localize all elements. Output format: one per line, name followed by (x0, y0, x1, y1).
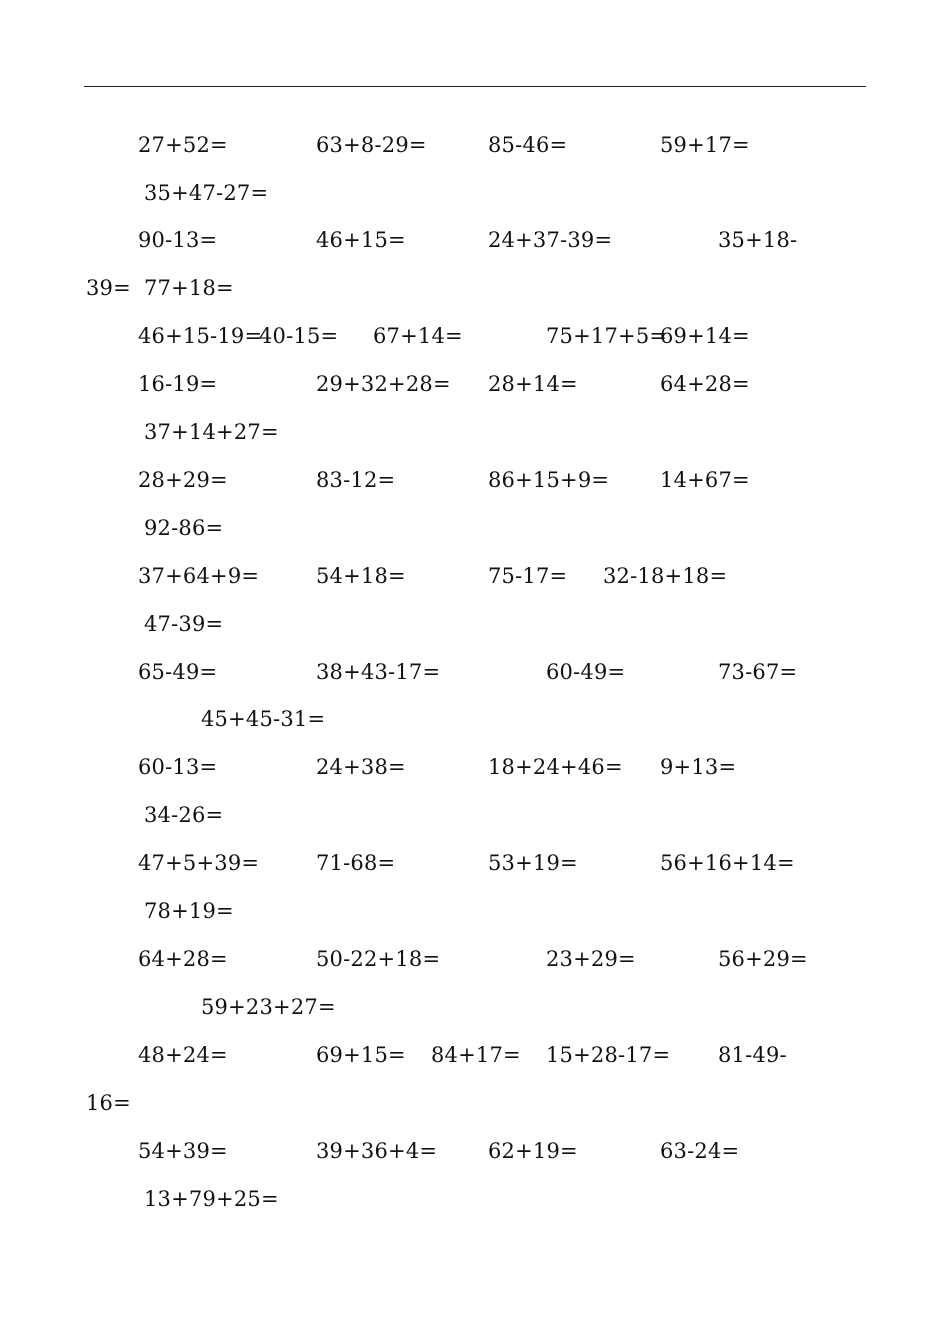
arithmetic-problem: 54+18= (316, 564, 406, 588)
problem-line (0, 1083, 950, 1123)
arithmetic-problem: 15+28-17= (546, 1043, 671, 1067)
arithmetic-problem: 18+24+46= (488, 755, 623, 779)
arithmetic-problem: 28+14= (488, 372, 578, 396)
arithmetic-problem: 24+38= (316, 755, 406, 779)
problem-line (0, 364, 950, 404)
arithmetic-problem: 69+15= (316, 1043, 406, 1067)
arithmetic-problem: 48+24= (138, 1043, 228, 1067)
problem-line (0, 460, 950, 500)
arithmetic-problem: 16= (86, 1091, 131, 1115)
arithmetic-problem: 23+29= (546, 947, 636, 971)
arithmetic-problem: 62+19= (488, 1139, 578, 1163)
arithmetic-problem: 59+17= (660, 133, 750, 157)
header-rule (84, 86, 866, 87)
arithmetic-problem: 50-22+18= (316, 947, 441, 971)
arithmetic-problem: 75+17+5= (546, 324, 668, 348)
arithmetic-problem: 46+15-19= (138, 324, 263, 348)
problem-line (0, 747, 950, 787)
arithmetic-problem: 83-12= (316, 468, 396, 492)
arithmetic-problem: 37+64+9= (138, 564, 260, 588)
problem-line (0, 939, 950, 979)
problem-line (0, 125, 950, 165)
arithmetic-problem: 78+19= (144, 899, 234, 923)
problem-line (0, 987, 950, 1027)
arithmetic-problem: 37+14+27= (144, 420, 279, 444)
problem-line (0, 556, 950, 596)
problem-line (0, 1131, 950, 1171)
problem-line (0, 843, 950, 883)
arithmetic-problem: 24+37-39= (488, 228, 613, 252)
problem-line (0, 316, 950, 356)
arithmetic-problem: 65-49= (138, 660, 218, 684)
problem-line (0, 1035, 950, 1075)
arithmetic-problem: 90-13= (138, 228, 218, 252)
problem-line (0, 891, 950, 931)
arithmetic-problem: 81-49- (718, 1043, 787, 1067)
arithmetic-problem: 45+45-31= (201, 707, 326, 731)
arithmetic-problem: 75-17= (488, 564, 568, 588)
arithmetic-problem: 34-26= (144, 803, 224, 827)
arithmetic-problem: 27+52= (138, 133, 228, 157)
arithmetic-problem: 14+67= (660, 468, 750, 492)
problem-line (0, 604, 950, 644)
problem-line (0, 652, 950, 692)
arithmetic-problem: 16-19= (138, 372, 218, 396)
problem-line (0, 220, 950, 260)
arithmetic-problem: 39+36+4= (316, 1139, 438, 1163)
arithmetic-problem: 53+19= (488, 851, 578, 875)
arithmetic-problem: 56+16+14= (660, 851, 795, 875)
arithmetic-problem: 35+47-27= (144, 181, 269, 205)
arithmetic-problem: 92-86= (144, 516, 224, 540)
arithmetic-problem: 60-13= (138, 755, 218, 779)
arithmetic-problem: 56+29= (718, 947, 808, 971)
arithmetic-problem: 60-49= (546, 660, 626, 684)
problem-line (0, 412, 950, 452)
arithmetic-problem: 86+15+9= (488, 468, 610, 492)
problem-line (0, 1179, 950, 1219)
arithmetic-problem: 64+28= (660, 372, 750, 396)
arithmetic-problem: 73-67= (718, 660, 798, 684)
problem-line (0, 795, 950, 835)
arithmetic-problem: 9+13= (660, 755, 737, 779)
arithmetic-problem: 59+23+27= (201, 995, 336, 1019)
problem-line (0, 268, 950, 308)
arithmetic-problem: 63+8-29= (316, 133, 427, 157)
arithmetic-problem: 77+18= (144, 276, 234, 300)
problem-line (0, 699, 950, 739)
arithmetic-problem: 40-15= (259, 324, 339, 348)
arithmetic-problem: 35+18- (718, 228, 798, 252)
arithmetic-problem: 63-24= (660, 1139, 740, 1163)
arithmetic-problem: 84+17= (431, 1043, 521, 1067)
arithmetic-problem: 69+14= (660, 324, 750, 348)
arithmetic-problem: 85-46= (488, 133, 568, 157)
arithmetic-problem: 38+43-17= (316, 660, 441, 684)
arithmetic-problem: 71-68= (316, 851, 396, 875)
arithmetic-problem: 46+15= (316, 228, 406, 252)
arithmetic-problem: 54+39= (138, 1139, 228, 1163)
arithmetic-problem: 13+79+25= (144, 1187, 279, 1211)
arithmetic-problem: 67+14= (373, 324, 463, 348)
problem-line (0, 508, 950, 548)
arithmetic-problem: 39= (86, 276, 131, 300)
problem-line (0, 173, 950, 213)
arithmetic-problem: 47-39= (144, 612, 224, 636)
arithmetic-problem: 29+32+28= (316, 372, 451, 396)
arithmetic-problem: 64+28= (138, 947, 228, 971)
arithmetic-problem: 32-18+18= (603, 564, 728, 588)
arithmetic-problem: 28+29= (138, 468, 228, 492)
arithmetic-problem: 47+5+39= (138, 851, 260, 875)
